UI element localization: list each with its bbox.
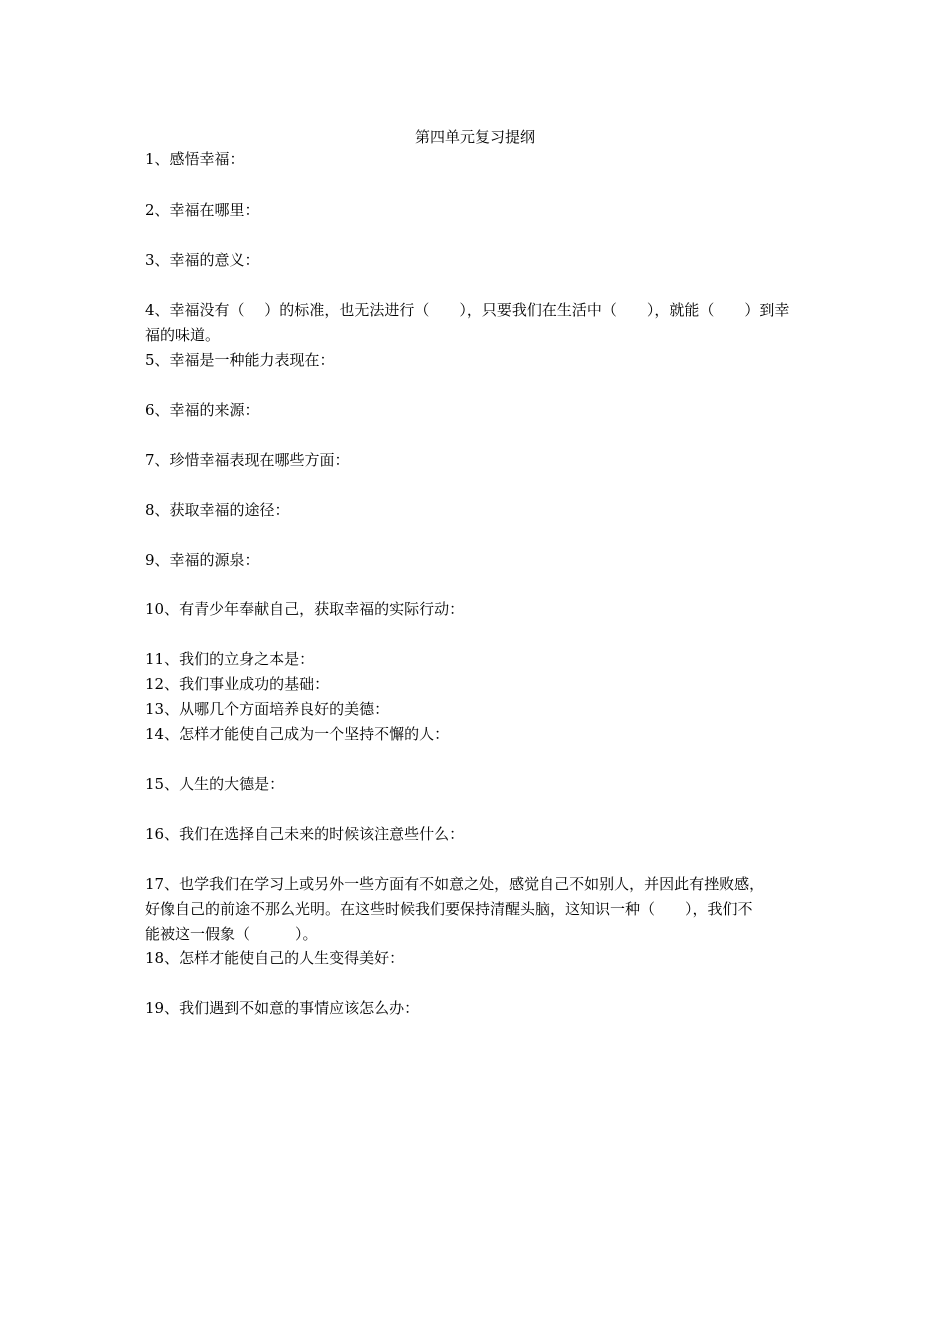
- outline-item-17: [145, 872, 810, 947]
- outline-item-1: 1、感悟幸福：: [145, 150, 245, 168]
- outline-item-16: 16、我们在选择自己未来的时候该注意些什么：: [145, 825, 465, 843]
- outline-item-9: 9、幸福的源泉：: [145, 551, 260, 569]
- outline-item-4: [145, 298, 810, 348]
- outline-item-17-line-2: 好像自己的前途不那么光明。在这些时候我们要保持清醒头脑，这知识一种（ ），我们不: [145, 900, 753, 918]
- outline-item-12: 12、我们事业成功的基础：: [145, 675, 330, 693]
- outline-item-13: 13、从哪几个方面培养良好的美德：: [145, 700, 390, 718]
- outline-item-15: 15、人生的大德是：: [145, 775, 285, 793]
- outline-item-5: 5、幸福是一种能力表现在：: [145, 351, 335, 369]
- outline-item-4-line-2: 福的味道。: [145, 326, 221, 344]
- outline-item-14: 14、怎样才能使自己成为一个坚持不懈的人：: [145, 725, 450, 743]
- outline-item-2: 2、幸福在哪里：: [145, 201, 260, 219]
- outline-item-18: 18、怎样才能使自己的人生变得美好：: [145, 949, 405, 967]
- outline-item-17-line-3: 能被这一假象（ ）。: [145, 925, 318, 943]
- outline-item-4-line-1: 4、幸福没有（ ）的标准，也无法进行（ ），只要我们在生活中（ ），就能（ ）到幸: [145, 301, 790, 319]
- page-title: 第四单元复习提纲: [414, 128, 535, 146]
- outline-item-10: 10、有青少年奉献自己，获取幸福的实际行动：: [145, 600, 465, 618]
- outline-item-17-line-1: 17、也学我们在学习上或另外一些方面有不如意之处，感觉自己不如别人，并因此有挫败感，: [145, 875, 765, 893]
- outline-item-11: 11、我们的立身之本是：: [145, 650, 315, 668]
- outline-item-8: 8、获取幸福的途径：: [145, 501, 290, 519]
- outline-item-7: 7、珍惜幸福表现在哪些方面：: [145, 451, 350, 469]
- outline-item-19: 19、我们遇到不如意的事情应该怎么办：: [145, 999, 420, 1017]
- outline-item-6: 6、幸福的来源：: [145, 401, 260, 419]
- outline-item-3: 3、幸福的意义：: [145, 251, 260, 269]
